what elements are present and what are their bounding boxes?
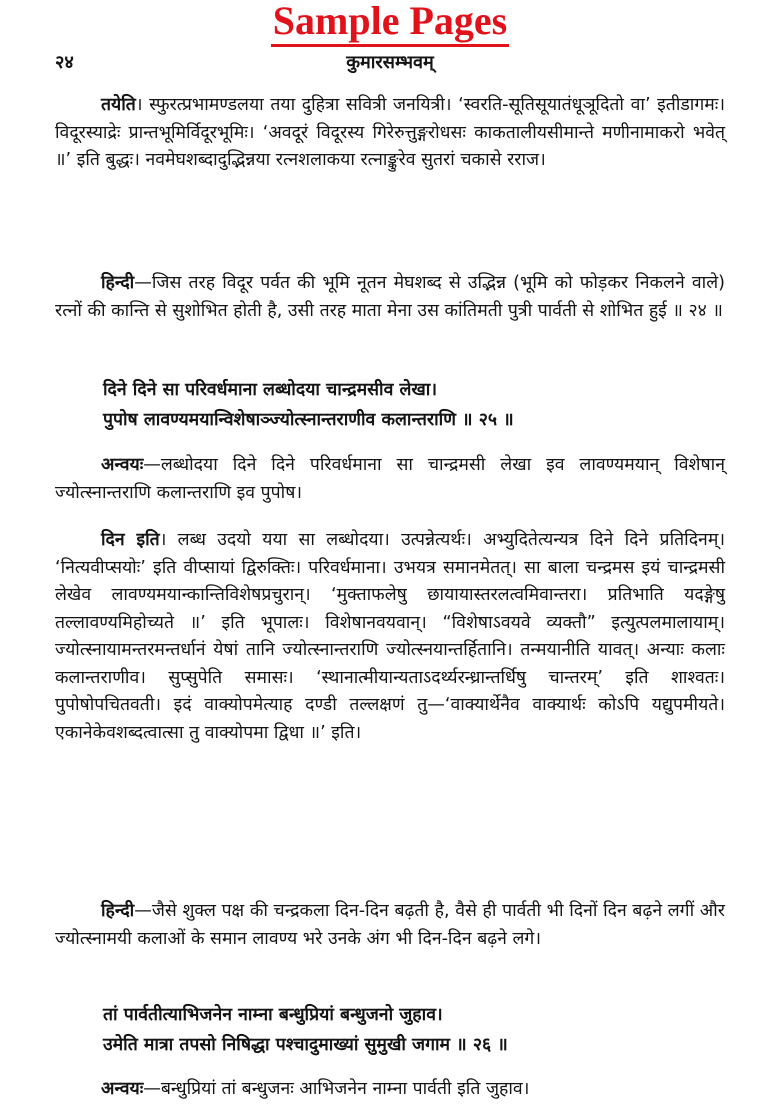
- anvaya-lead: अन्वयः: [101, 1079, 144, 1099]
- anvaya-text: —बन्धुप्रियां तां बन्धुजनः आभिजनेन नाम्ना पार्वती इति जुहाव।: [143, 1079, 530, 1099]
- hindi-text: —जिस तरह विदूर पर्वत की भूमि नूतन मेघशब्द से उद्भिन्न (भूमि को फोड़कर निकलने वाले) रत्नों की कान्ति से सुशोभित होती है, उसी तरह माता मेना उस कांतिमती पुत्री पार्वती से शोभित हुई ॥ २४ ॥: [55, 273, 725, 321]
- hindi-translation-25: [55, 898, 725, 953]
- commentary-text: । लब्ध उदयो यया सा लब्धोदया। उत्पन्नेत्यर्थः। अभ्युदितेत्यन्यत्र दिने दिने प्रतिदिनम्। ‘नित्यवीप्सयोः’ इति वीप्सायां द्विरुक्तिः। परिवर्धमाना। उभयत्र समानमेतत्। सा बाला चन्द्रमस इयं चान्द्रमसी लेखेव लावण्यमयान्कान्तिविशेषप्रचुरान्। ‘मुक्ताफलेषु छायायास्तरलत्वमिवान्तरा। प्रतिभाति यदङ्गेषु तल्लावण्यमिहोच्यते ॥’ इति भूपालः। विशेषानवयवान्। “विशेषाऽवयवे व्यक्तौ” इत्युत्पलमालायाम्। ज्योत्स्नायामन्तरमन्तर्धानं येषां तानि ज्योत्स्नान्तराणि ज्योत्स्नयान्तर्हितानि। तन्मयानीति यावत्। अन्याः कलाः कलान्तराणीव। सुप्सुपेति समासः। ‘स्थानात्मीयान्यताऽदर्थ्यरन्ध्रान्तर्धिषु चान्तरम्’ इति शाश्वतः। पुपोषोपचितवती। इदं वाक्योपमेत्याह दण्डी तल्लक्षणं तु—‘वाक्यार्थेनैव वाक्यार्थः कोऽपि यद्युपमीयते। एकानेकेवशब्दत्वात्सा तु वाक्योपमा द्विधा ॥’ इति।: [55, 530, 726, 743]
- anvaya-26: [55, 1076, 725, 1104]
- hindi-lead: हिन्दी: [101, 901, 135, 921]
- hindi-translation-24: [55, 270, 725, 325]
- verse-25: [103, 375, 723, 435]
- verse-line: दिने दिने सा परिवर्धमाना लब्धोदया चान्द्रमसीव लेखा।: [103, 380, 438, 400]
- commentary-paragraph-1: [55, 92, 725, 175]
- book-title: कुमारसम्भवम्: [346, 52, 434, 73]
- hindi-lead: हिन्दी: [101, 273, 135, 293]
- anvaya-25: [55, 452, 725, 507]
- commentary-lead: दिन इति: [101, 530, 160, 550]
- anvaya-lead: अन्वयः: [101, 455, 144, 475]
- page-number: २४: [55, 52, 74, 73]
- verse-line: तां पार्वतीत्याभिजनेन नाम्ना बन्धुप्रियां बन्धुजनो जुहाव।: [103, 1005, 443, 1025]
- running-header: [0, 50, 780, 76]
- verse-line: पुपोष लावण्यमयान्विशेषाञ्ज्योत्स्नान्तराणीव कलान्तराणि ॥ २५ ॥: [103, 410, 514, 430]
- commentary-paragraph-2: [55, 527, 725, 747]
- sample-pages-banner: [0, 0, 780, 47]
- commentary-lead: तयेति: [101, 95, 136, 115]
- commentary-text: । स्फुरत्प्रभामण्डलया तया दुहित्रा सवित्री जनयित्री। ‘स्वरति-सूतिसूयातंधूञूदितो वा’ इतीडागमः। विदूरस्याद्रेः प्रान्तभूमिर्विदूरभूमिः। ‘अवदूरं विदूरस्य गिरेरुत्तुङ्गरोधसः काकतालीयसीमान्ते मणीनामाकरो भवेत् ॥’ इति बुद्धः। नवमेघशब्दादुद्भिन्नया रत्नशलाकया रत्नाङ्कुरेव सुतरां चकासे रराज।: [55, 95, 725, 170]
- verse-line: उमेति मात्रा तपसो निषिद्धा पश्चादुमाख्यां सुमुखी जगाम ॥ २६ ॥: [103, 1035, 508, 1055]
- banner-title: Sample Pages: [271, 0, 509, 47]
- verse-26: [103, 1000, 723, 1060]
- anvaya-text: —लब्धोदया दिने दिने परिवर्धमाना सा चान्द्रमसी लेखा इव लावण्यमयान् विशेषान् ज्योत्स्नान्तराणि कलान्तराणि इव पुपोष।: [55, 455, 725, 503]
- hindi-text: —जैसे शुक्ल पक्ष की चन्द्रकला दिन-दिन बढ़ती है, वैसे ही पार्वती भी दिनों दिन बढ़ने लगीं और ज्योत्स्नामयी कलाओं के समान लावण्य भरे उनके अंग भी दिन-दिन बढ़ने लगे।: [55, 901, 725, 949]
